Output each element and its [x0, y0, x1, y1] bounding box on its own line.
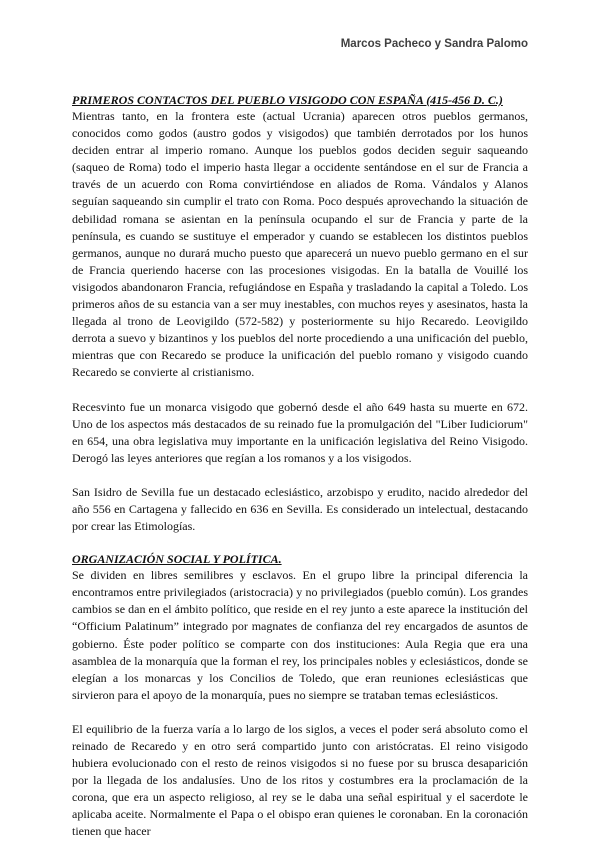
section-heading-organizacion: ORGANIZACIÓN SOCIAL Y POLÍTICA. — [72, 552, 282, 567]
paragraph-recesvinto: Recesvinto fue un monarca visigodo que gobernó desde el año 649 hasta su muerte en 672. Uno de los aspectos más destacados de su reinado fue la promulgación del "Liber Iudiciorum" en 654, una obra legislativa muy importante en la unificación legislativa del Reino Visigodo. Derogó las leyes anteriores que regían a los romanos y a los visigodos. — [72, 399, 528, 465]
document-body — [72, 92, 528, 841]
paragraph-organizacion-social: Se dividen en libres semilibres y esclavos. En el grupo libre la principal diferencia la encontramos entre privilegiados (aristocracia) y no privilegiados (pueblo común). Los grandes cambios se dan en el ámbito político, que reside en el rey junto a este aparece la institución del “Officium Palatinum” integrado por magnates de confianza del rey encargados de asuntos de gobierno. Éste poder político se comparte con dos instituciones: Aula Regia que era una asamblea de la monarquía que la forman el rey, los principales nobles y eclesiásticos, donde se elegían a los monarcas y los Concilios de Toledo, que eran reuniones eclesiásticas que sirvieron para el apoyo de la monarquía, pues no siempre se trataban temas eclesiásticos. — [72, 568, 528, 702]
paragraph-san-isidro: San Isidro de Sevilla fue un destacado eclesiástico, arzobispo y erudito, nacido alrededor del año 556 en Cartagena y fallecido en 636 en Sevilla. Es considerado un intelectual, destacando por crear las Etimologías. — [72, 484, 528, 534]
paragraph-equilibrio-fuerza: El equilibrio de la fuerza varía a lo largo de los siglos, a veces el poder será absoluto como el reinado de Recaredo y en otro será compartido junto con aristócratas. El reino visigodo hubiera evolucionado con el resto de reinos visigodos si no fuese por su brusca desaparición por la llegada de los andalusíes. Uno de los ritos y costumbres era la proclamación de la corona, que era un aspecto religioso, al rey se le daba una señal espiritual y el sacerdote le aplicaba aceite. Normalmente el Papa o el obispo eran quienes le coronaban. En la coronación tienen que hacer — [72, 721, 528, 839]
paragraph-visigodos-llegada: Mientras tanto, en la frontera este (actual Ucrania) aparecen otros pueblos germanos, conocidos como godos (austro godos y visigodos) que también derrotados por los hunos deciden entrar al imperio romano. Aunque los pueblos godos deciden seguir saqueando (saqueo de Roma) todo el imperio hasta llegar a occidente sentándose en el sur de Francia a través de un acuerdo con Roma convirtiéndose en aliados de Roma. Vándalos y Alanos seguían saqueando sin cumplir el trato con Roma. Poco después aprovechando la situación de debilidad romana se asientan en la península ocupando el sur de Francia y parte de la península, es cuando se sustituye el emperador y cuando se establecen los distintos pueblos germanos, aunque no durará mucho puesto que aparecerá un nuevo pueblo germano en el sur de Francia queriendo hacerse con las procesiones visigodas. En la batalla de Vouillé los visigodos abandonaron Francia, refugiándose en España y trasladando la capital a Toledo. Los primeros años de su estancia van a ser muy inestables, con muchos reyes y asesinatos, hasta la llegada al trono de Leovigildo (572-582) y posteriormente su hijo Recaredo. Leovigildo derrota a suevo y bizantinos y los pueblos del norte procediendo a una unificación del pueblo, mientras que con Recaredo se produce la unificación del pueblo romano y visigodo cuando Recaredo se convierte al cristianismo. — [72, 109, 528, 380]
page-header-author: Marcos Pacheco y Sandra Palomo — [340, 38, 528, 50]
section-heading-visigodos: PRIMEROS CONTACTOS DEL PUEBLO VISIGODO CON ESPAÑA (415-456 D. C.) — [72, 93, 503, 107]
